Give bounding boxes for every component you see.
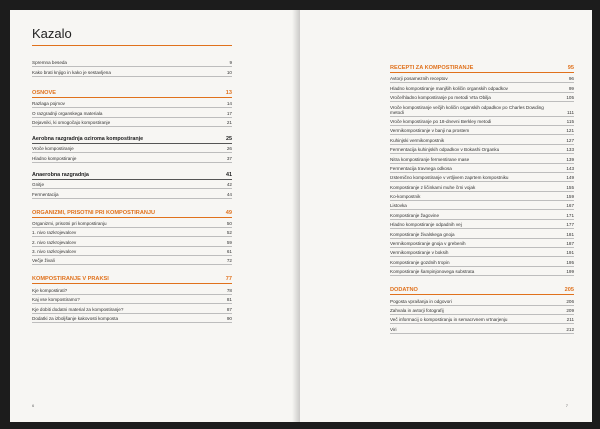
toc-entry-page: 187 — [566, 241, 574, 247]
right-page — [300, 10, 592, 422]
toc-entry-label: Viri — [390, 326, 397, 332]
toc-entry-page: 199 — [566, 269, 574, 275]
page-number: 7 — [565, 403, 568, 408]
toc-entry-page: 61 — [226, 249, 232, 255]
toc-entry — [390, 145, 574, 154]
toc-entry-page: 87 — [226, 306, 232, 312]
toc-entry — [32, 219, 232, 228]
toc-entry-page: 72 — [226, 258, 232, 264]
toc-entry — [390, 173, 574, 182]
toc-entry-page: 111 — [567, 109, 574, 115]
toc-entry — [390, 164, 574, 173]
toc-entry-label: Kompostiranje z ličinkami muhe črni vojak — [390, 184, 476, 190]
toc-entry — [390, 117, 574, 126]
toc-entry-page: 139 — [566, 156, 574, 162]
toc-entry-page: 133 — [566, 147, 574, 153]
toc-entry-page: 155 — [566, 184, 574, 190]
toc-entry — [390, 74, 574, 83]
section-heading — [32, 207, 232, 218]
toc-entry-page: 143 — [566, 165, 574, 171]
toc-entry-label: Gnitje — [32, 182, 45, 188]
toc-entry — [390, 324, 574, 333]
toc-entry — [32, 256, 232, 265]
toc-entry-label: Zahvala in avtorji fotografij — [390, 307, 444, 313]
toc-entry-label: Večje živali — [32, 258, 55, 264]
toc-entry — [32, 228, 232, 237]
toc-entry — [390, 306, 574, 315]
toc-entry — [32, 153, 232, 162]
toc-entry-page: 212 — [566, 326, 574, 332]
toc-entry — [32, 118, 232, 127]
toc-entry-page: 59 — [226, 239, 232, 245]
toc-entry-page: 211 — [566, 317, 574, 323]
toc-entry — [32, 314, 232, 323]
toc-entry — [390, 267, 574, 276]
toc-entry-label: Vermikompostiranje v boksih — [390, 250, 449, 256]
section-heading-title: KOMPOSTIRANJE V PRAKSI — [32, 276, 109, 283]
right-sections — [390, 62, 574, 334]
subsection-heading-page: 25 — [226, 135, 232, 142]
toc-entry-label: Pogosta vprašanja in odgovori — [390, 298, 452, 304]
toc-entry — [32, 189, 232, 198]
toc-entry-page: 167 — [566, 203, 574, 209]
section-heading-page: 95 — [567, 65, 574, 71]
toc-entry — [32, 99, 232, 108]
toc-entry-page: 191 — [566, 250, 574, 256]
toc-entry-page: 127 — [566, 137, 574, 143]
toc-entry-label: Fermentacija travnega odkosa — [390, 165, 452, 171]
page-number: 6 — [32, 403, 35, 408]
toc-entry-page: 17 — [226, 110, 232, 116]
section-heading-page: 205 — [564, 287, 574, 294]
toc-entry — [32, 67, 232, 76]
toc-entry-label: Kaj vse kompostiramo? — [32, 297, 80, 303]
toc-entry-label: Kompostiranje gozdnih tropin — [390, 259, 450, 265]
toc-entry — [32, 58, 232, 67]
subsection-heading-title: Aerobna razgradnja oziroma kompostiranje — [32, 135, 144, 142]
page-title: Kazalo — [32, 26, 72, 41]
toc-section — [32, 273, 232, 323]
toc-entry-page: 14 — [226, 101, 232, 107]
toc-entry-label: Kje dobiti dodatni material za kompostiranje? — [32, 306, 124, 312]
section-heading-title: RECEPTI ZA KOMPOSTIRANJE — [390, 65, 474, 71]
toc-entry-label: Vermikompostiranje v banji na prostem — [390, 128, 470, 134]
toc-entry-page: 78 — [226, 287, 232, 293]
toc-entry-label: Kompostiranje žagovine — [390, 212, 440, 218]
toc-entry-label: Hladno kompostiranje manjših količin organskih odpadkov — [390, 85, 508, 91]
toc-entry-page: 37 — [226, 155, 232, 161]
toc-entry — [32, 295, 232, 304]
toc-entry-page: 99 — [568, 85, 574, 91]
toc-section — [390, 284, 574, 334]
toc-entry — [32, 144, 232, 153]
toc-entry-page: 42 — [226, 182, 232, 188]
toc-entry-page: 52 — [226, 230, 232, 236]
toc-entry-label: Listovka — [390, 203, 407, 209]
toc-section — [390, 62, 574, 276]
section-heading-title: DODATNO — [390, 287, 418, 294]
toc-entry-label: O razgradnji organskega materiala — [32, 110, 103, 116]
toc-entry-page: 121 — [566, 128, 574, 134]
toc-entry-page: 177 — [566, 222, 574, 228]
toc-entry-label: Dodatki za izboljšanje kakovosti komposta — [32, 316, 119, 322]
left-page — [10, 10, 300, 422]
toc-entry-label: Kompostiranje šampinjonovega substrata — [390, 269, 475, 275]
toc-entry-label: Avtorji posameznih receptov — [390, 76, 448, 82]
toc-entry — [32, 180, 232, 189]
toc-entry — [32, 108, 232, 117]
toc-entry — [32, 285, 232, 294]
section-heading — [32, 87, 232, 98]
toc-entry-label: Kako brati knjigo in kako je sestavljena — [32, 69, 111, 75]
toc-entry — [390, 182, 574, 191]
subsection-heading-title: Anaerobna razgradnja — [32, 171, 89, 178]
toc-entry — [390, 192, 574, 201]
section-heading-title: OSNOVE — [32, 89, 56, 96]
toc-entry — [390, 257, 574, 266]
toc-entry-page: 44 — [226, 191, 232, 197]
toc-entry — [390, 248, 574, 257]
left-sections — [32, 87, 232, 323]
subsection-heading-page: 41 — [226, 171, 232, 178]
toc-entry-label: Izstemično kompostiranje v vrtljivem zaprtem kompostniku — [390, 175, 509, 181]
section-heading-page: 13 — [225, 89, 232, 96]
toc-entry-label: Vermikompostiranje gnoja v grebenih — [390, 241, 466, 247]
toc-entry-page: 26 — [226, 146, 232, 152]
toc-entry-label: Vroče kompostiranje — [32, 146, 74, 152]
toc-entry-page: 105 — [566, 95, 574, 101]
toc-entry-label: Nitra kompostiranje fermentirane mase — [390, 156, 470, 162]
toc-entry-page: 9 — [229, 60, 232, 66]
section-heading — [32, 273, 232, 284]
toc-section — [32, 207, 232, 266]
toc-entry-page: 195 — [566, 259, 574, 265]
toc-entry-label: Hladno kompostiranje — [32, 155, 77, 161]
toc-entry-label: Fermentacija kuhinjskih odpadkov v Bokashi Organku — [390, 147, 500, 153]
toc-entry — [390, 201, 574, 210]
subsection-heading — [32, 133, 232, 144]
toc-entry — [390, 220, 574, 229]
toc-entry-label: 3. nivo razkrojevalcev — [32, 249, 77, 255]
toc-entry — [32, 247, 232, 256]
toc-entry-label: Kompostiranje živalskega gnoja — [390, 231, 455, 237]
toc-entry — [390, 83, 574, 92]
toc-entry-page: 96 — [568, 76, 574, 82]
toc-entry — [390, 102, 574, 116]
section-heading — [390, 284, 574, 295]
toc-entry-label: Kuhinjski vermikompostnik — [390, 137, 445, 143]
toc-entry-page: 21 — [226, 119, 232, 125]
toc-entry — [32, 304, 232, 313]
toc-entry-label: Ko-kompostnik — [390, 194, 421, 200]
toc-entry-page: 10 — [226, 69, 232, 75]
toc-entry — [390, 210, 574, 219]
toc-entry-label: Kje kompostirati? — [32, 287, 68, 293]
toc-entry-label: Razlaga pojmov — [32, 101, 65, 107]
section-heading-page: 77 — [225, 276, 232, 283]
toc-entry-page: 181 — [566, 231, 574, 237]
toc-entry-page: 50 — [226, 220, 232, 226]
toc-entry-label: Vroče kompostiranje večjih količin organskih odpadkov po Charles Dowding metodi — [390, 105, 544, 116]
toc-entry-label: 2. nivo razkrojevalcev — [32, 239, 77, 245]
toc-entry-page: 149 — [566, 175, 574, 181]
toc-entry — [390, 296, 574, 305]
toc-entry-page: 81 — [226, 297, 232, 303]
toc-entry-page: 206 — [566, 298, 574, 304]
toc-entry — [390, 154, 574, 163]
section-heading — [390, 62, 574, 73]
section-heading-page: 49 — [225, 209, 232, 216]
toc-entry-label: Organizmi, prisotni pri kompostiranju — [32, 220, 107, 226]
toc-entry — [390, 126, 574, 135]
toc-entry-label: Vroče kompostiranje po 18-dnevni Berkley metodi — [390, 118, 492, 124]
toc-entry — [390, 315, 574, 324]
toc-entry-label: Fermentacija — [32, 191, 59, 197]
toc-entry-label: Vroče/hladno kompostiranje po metodi Vrta Obilja — [390, 95, 491, 101]
subsection-heading — [32, 169, 232, 180]
toc-entry — [390, 229, 574, 238]
section-heading-title: ORGANIZMI, PRISOTNI PRI KOMPOSTIRANJU — [32, 209, 156, 216]
toc-entry-label: Več informacij o kompostiranju in semacrvnem vrtnarjenju — [390, 317, 508, 323]
toc-entry-label: Spremna beseda — [32, 60, 67, 66]
toc-entry-label: 1. nivo razkrojevalcev — [32, 230, 77, 236]
toc-entry — [32, 237, 232, 246]
toc-section — [32, 87, 232, 199]
toc-entry — [390, 93, 574, 102]
title-rule — [32, 45, 232, 46]
toc-entry-page: 115 — [566, 118, 574, 124]
toc-entry-page: 90 — [226, 316, 232, 322]
intro-list — [32, 58, 232, 77]
toc-entry — [390, 239, 574, 248]
toc-entry-page: 171 — [566, 212, 574, 218]
toc-entry-page: 209 — [566, 307, 574, 313]
toc-entry — [390, 135, 574, 144]
toc-entry-label: Hladno kompostiranje odpadnih vej — [390, 222, 462, 228]
toc-entry-label: Dejavniki, ki omogočajo kompostiranje — [32, 119, 111, 125]
toc-entry-page: 159 — [566, 194, 574, 200]
